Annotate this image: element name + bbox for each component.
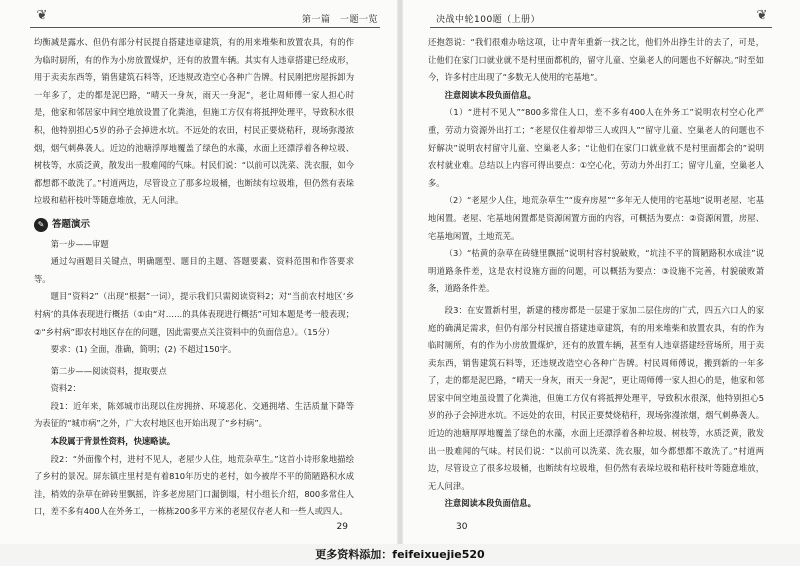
header-rule: [30, 27, 380, 28]
footer-contact: 更多资料添加：feifeixuejie520: [315, 548, 485, 561]
step1-detail-paragraph: 题目“资料2”（出现“根据”一词），提示我们只需阅读资料2；对“当前农村地区‘乡村病’的具体表现进行概括（①由“对……的具体表现进行概括”可知本题是考一般表现；②“乡村病”即农村地区存在的问题，因此需要点关注资料中的负面信息）。（15分）: [34, 291, 354, 337]
continued-paragraph: 还抱怨说：“我们很难办啥这项，让中青年重新一找之比，他们外出挣生计的去了，可是，让他们在家门口就业就不是村里面都机的，留守儿童、空巢老人的问题也不好解决。”时至如今，许多村庄出现了“多数无人使用的宅基地”。: [428, 37, 764, 83]
step2-title: 第二步——阅读资料，提取要点: [50, 365, 167, 376]
analysis-point-1: （1）“进村不见人”“800多常住人口，差不多有400人在外务工”说明农村空心化严重，劳动力资源外出打工；“老屋仅住着却带三人或四人”“留守儿童、空巢老人的问题也不好解决”说明农村留守儿童、空巢老人多；“让他们在家门口就业就不是村里面都会的”说明农村就业难。总结以上内容可得出要点：①空心化，劳动力外出打工；留守儿童，空巢老人多。: [428, 107, 764, 188]
right-running-header: [436, 8, 540, 28]
material-label: 资料2：: [50, 383, 81, 394]
intro-paragraph: 均衡减是露水、但仍有部分村民提自搭建违章建筑，有的用来堆柴和放置农具，有的作为临时厨所，有的作为小房放置煤炉，还有的放置车辆。其实有人违章搭建已经成形，用于卖卖东西等，销售建筑石料等，还违规改造空心各种广告牌。村民刚把房屋拆卸为一年多了，走的都是泥巴路，“晴天一身灰，雨天一身泥”，老让周师傅一家人担心时是，他家和邻居家中间空地放设置了化粪池，但施工方仅有将抵押处理平，导致积水很积，他特别担心5岁的孙子会掉进水坑。不远处的农田，村民正要烧秸秆，现场弥漫浓烟，烟气刺鼻袭人。近边的池塘浮厚地覆盖了绿色的水藻，水面上还漂浮着各种垃圾、树枝等，水质泛黄，散发出一股难闻的气味。村民们说：“以前可以洗菜、洗衣服，如今都想都不敢洗了。”村道两边，尽管设立了那多垃圾桶，也断续有垃圾堆，但仍然有表垛垃圾和秸秆枝叶等随意堆放，无人问津。: [34, 37, 354, 206]
reading-note-2: 注意阅读本段负面信息。: [444, 498, 536, 509]
header-rule: [430, 27, 772, 28]
analysis-point-2: （2）“老屋少人住，地荒杂草生”“废弃房屋”“多年无人使用的宅基地”说明老屋、宅基地闲置。老屋、宅基地闲置都是资源闲置方面的内容，可概括为要点：②资源闲置，房屋、宅基地闲置，土地荒芜。: [428, 195, 764, 241]
section-badge-icon: ✎: [34, 218, 48, 232]
material-para-2: 段2：“外面像个村，进村不见人，老屋少人住，地荒杂草生。”这首小诗形象地描绘了乡村的景况。屏东镇庄里村是有着810年历史的老村，如今被岸不平的简陋路积水成洼，梢效的杂草在碎砖里飘摇，许多老房屋门口漏倒塌，村小组长介绍，800多常住人口，差不多有400人在外务工，一栋栋200多平方米的老屋仅存老人和一些人或四人。: [34, 453, 354, 517]
material-para-3: 段3：在安置新村里，新建的楼房都是一层建于家加二层住房的广式，四五六口人的家庭的确满足需求，但仍有部分村民擅自搭建违章建筑，有的用来堆柴和放置农具，有的作为临时厕所，有的作为小房放置煤炉，还有的放置车辆，甚至有人违章搭建经营场所，用于卖卖东西，销售建筑石料等，还违规改造空心各种广告牌。村民周师傅说，搬到新的一年多了，走的都是泥巴路，“晴天一身灰，雨天一身泥”，更让周师傅一家人担心的是，他家和邻居家中间空地虽设置了化粪池，但施工方仅有将抵押处理平，导致积水很深，他特别担心5岁的孙子会掉进水坑。不远处的农田，村民正要焚烧秸秆，现场弥漫浓烟，烟气刺鼻袭人。近边的池塘厚厚地覆盖了绿色的水藻，水面上还漂浮着各种垃圾、树枝等，水质泛黄，散发出一股难闻的气味。村民们说：“以前可以洗菜、洗衣服，如今都想都不敢洗了。”村道两边，尽管设立了很多垃圾桶，也断续有垃圾堆，但仍然有表垛垃圾和秸秆枝叶等随意堆放，无人问津。: [428, 304, 764, 491]
reading-note-1: 注意阅读本段负面信息。: [444, 89, 536, 100]
left-header-title: 第一篇 一题一览: [301, 14, 378, 25]
step1-paragraph: 通过勾画题目关键点，明确题型、题目的主题、答题要素、资料范围和作答要求等。: [34, 256, 354, 284]
left-running-header: [302, 8, 378, 28]
right-page: [400, 0, 800, 544]
step1-title: 第一步——审题: [50, 238, 109, 249]
left-body-text: [34, 34, 354, 521]
left-page-number: 29: [336, 522, 348, 532]
right-header-title: 决战中轮100题（上册）: [436, 14, 541, 25]
requirement-paragraph: 要求：(1) 全面，准确，简明；(2) 不超过150字。: [50, 344, 237, 355]
material-note-1: 本段属于背景性资料，快速略读。: [50, 436, 176, 447]
analysis-point-3: （3）“枯黄的杂草在砖缝里飘摇”说明村容村貌破败，“坑洼不平的简陋路积水成洼”说明道路条件差，这是农村设施方面的问题，可以概括为要点：③设施不完善，村貌破败萧条，道路条件差。: [428, 248, 764, 294]
right-page-number: 30: [456, 522, 468, 532]
right-body-text: [428, 34, 764, 513]
left-page: [0, 0, 400, 544]
leaf-ornament-icon: ❦: [36, 8, 48, 23]
material-para-1: 段1：近年来，陈郊城市出现以住房拥挤、环境恶化、交通拥堵、生活质量下降等为表征的“城市病”之外，广大农村地区也开始出现了“乡村病”。: [34, 400, 354, 429]
section-title: 答题演示: [52, 218, 91, 230]
leaf-ornament-icon: ❦: [756, 8, 768, 23]
section-heading: [34, 216, 354, 234]
